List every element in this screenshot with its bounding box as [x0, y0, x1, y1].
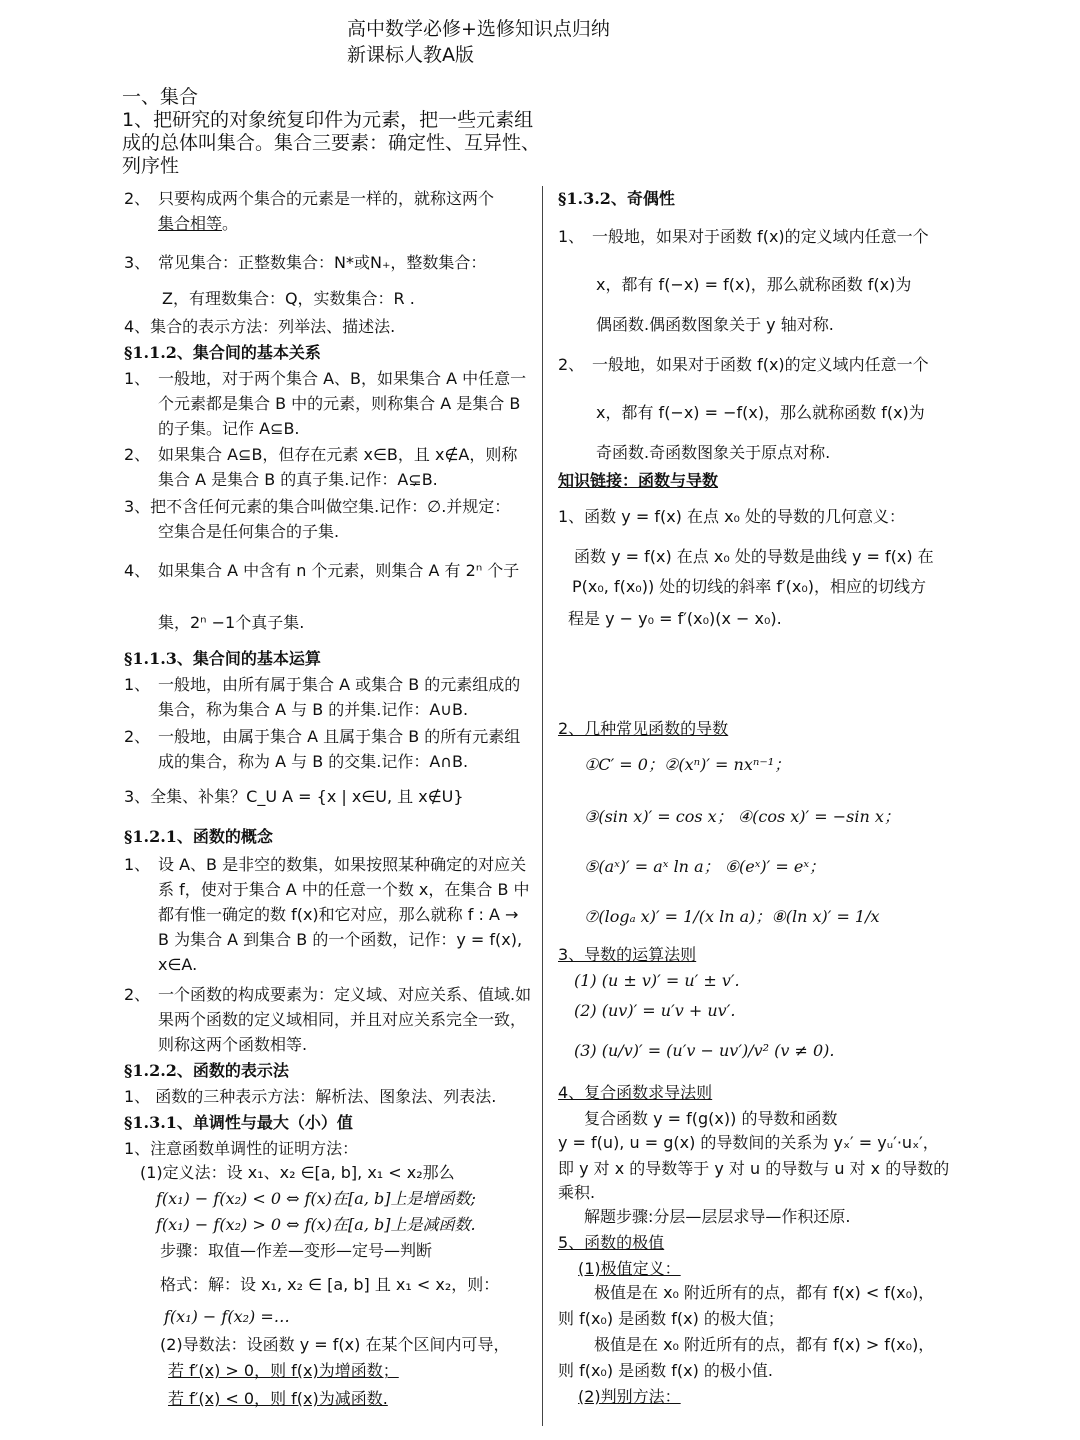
item-text: 乘积. — [558, 1183, 596, 1202]
item-text: 格式：解：设 x₁, x₂ ∈ [a, b] 且 x₁ < x₂，则： — [160, 1275, 500, 1294]
item-number: 1、 — [124, 855, 151, 874]
item-text: 常见集合：正整数集合：N*或N₊，整数集合： — [158, 253, 487, 272]
section-sets — [122, 86, 552, 178]
item-text: 1、函数 y = f(x) 在点 x₀ 处的导数的几何意义： — [558, 507, 906, 526]
item-text: 偶函数.偶函数图象关于 y 轴对称. — [596, 315, 834, 334]
item-text: 解题步骤:分层—层层求导—作积还原. — [584, 1207, 851, 1226]
document-title — [347, 16, 610, 68]
item-number: 3、 — [124, 253, 151, 272]
item-text: 3、全集、补集？C_U A = {x | x∈U, 且 x∉U} — [124, 787, 464, 806]
section-heading: 一、集合 — [122, 86, 199, 108]
item-text: 如果集合 A 中含有 n 个元素，则集合 A 有 2ⁿ 个子 — [158, 561, 520, 580]
item-text: 极值是在 x₀ 附近所有的点，都有 f(x) > f(x₀)， — [594, 1335, 935, 1354]
subsection-heading: §1.1.2、集合间的基本关系 — [124, 343, 321, 362]
formula: ①C′ = 0；②(xⁿ)′ = nxⁿ⁻¹； — [584, 755, 791, 774]
item-text: 步骤：取值—作差—变形—定号—判断 — [160, 1241, 433, 1260]
item-text: 一般地，如果对于函数 f(x)的定义域内任意一个 — [592, 227, 929, 246]
item-text: 3、把不含任何元素的集合叫做空集.记作：∅.并规定： — [124, 497, 511, 516]
formula: f(x₁) − f(x₂) =… — [164, 1307, 290, 1326]
list-item — [558, 224, 968, 249]
item-number: 4、 — [124, 561, 151, 580]
item-text: 3、导数的运算法则 — [558, 945, 697, 964]
item-text: 则 f(x₀) 是函数 f(x) 的极小值. — [558, 1361, 774, 1380]
list-item — [124, 672, 532, 722]
item-number: 1、 — [124, 675, 151, 694]
subsection-heading: §1.2.2、函数的表示法 — [124, 1061, 289, 1080]
subsection-heading: 知识链接：函数与导数 — [558, 471, 719, 490]
list-item — [124, 366, 532, 441]
formula: f(x₁) − f(x₂) > 0 ⇔ f(x)在[a, b]上是减函数. — [156, 1215, 476, 1234]
item-text: 则 f(x₀) 是函数 f(x) 的极大值； — [558, 1309, 784, 1328]
item-text: 只要构成两个集合的元素是一样的，就称这两个 — [158, 189, 495, 208]
item-text: y = f(u), u = g(x) 的导数间的关系为 yₓ′ = yᵤ′·uₓ′， — [558, 1133, 939, 1152]
item-text: 一般地，对于两个集合 A、B，如果集合 A 中任意一个元素都是集合 B 中的元素，则称集合 A 是集合 B 的子集。记作 A⊆B. — [158, 369, 527, 438]
item-text: 一般地，如果对于函数 f(x)的定义域内任意一个 — [592, 355, 929, 374]
item-text: 一般地，由属于集合 A 且属于集合 B 的所有元素组成的集合，称为 A 与 B 的交集.记作：A∩B. — [158, 727, 521, 771]
item-text: 一般地，由所有属于集合 A 或集合 B 的元素组成的集合，称为集合 A 与 B 的并集.记作：A∪B. — [158, 675, 521, 719]
item-number: 2、 — [558, 355, 585, 374]
subsection-heading: §1.3.1、单调性与最大（小）值 — [124, 1113, 353, 1132]
item-text: 若 f′(x) > 0，则 f(x)为增函数； — [168, 1361, 399, 1380]
formula: (2) (uv)′ = u′v + uv′. — [574, 1001, 736, 1020]
item-number: 1、 — [124, 369, 151, 388]
list-item — [124, 558, 532, 583]
formula: (1) (u ± v)′ = u′ ± v′. — [574, 971, 740, 990]
formula: ③(sin x)′ = cos x； ④(cos x)′ = −sin x； — [584, 807, 900, 826]
item-text: x，都有 f(−x) = −f(x)，那么就称函数 f(x)为 — [596, 403, 925, 422]
subsection-heading: §1.2.1、函数的概念 — [124, 827, 273, 846]
item-text: 4、复合函数求导法则 — [558, 1083, 713, 1102]
item-text: (2)判别方法： — [578, 1387, 681, 1406]
item-text: 集，2ⁿ −1个真子集. — [158, 613, 305, 632]
item-text: 若 f′(x) < 0，则 f(x)为减函数. — [168, 1389, 388, 1408]
item-text: (2)导数法：设函数 y = f(x) 在某个区间内可导， — [160, 1335, 510, 1354]
list-item — [124, 186, 532, 236]
item-text: 4、集合的表示方法：列举法、描述法. — [124, 317, 396, 336]
item-text: 极值是在 x₀ 附近所有的点，都有 f(x) < f(x₀)， — [594, 1283, 935, 1302]
item-text: 1、注意函数单调性的证明方法： — [124, 1139, 359, 1158]
list-item — [124, 442, 532, 492]
list-item — [124, 982, 532, 1057]
item-number: 2、 — [124, 727, 151, 746]
item-text: 空集合是任何集合的子集. — [158, 522, 340, 541]
item-number: 1、 — [558, 227, 585, 246]
item-text: 设 A、B 是非空的数集，如果按照某种确定的对应关系 f，使对于集合 A 中的任意一个数 x，在集合 B 中都有惟一确定的数 f(x)和它对应，那么就称 f : A → B 为集合 A 到集合 B 的一个函数，记作：y = f(x), x∈A. — [158, 855, 530, 974]
subsection-heading: §1.1.3、集合间的基本运算 — [124, 649, 321, 668]
formula: (3) (u/v)′ = (u′v − uv′)/v² (v ≠ 0). — [574, 1041, 835, 1060]
item-text: (1)定义法：设 x₁、x₂ ∈[a, b], x₁ < x₂那么 — [140, 1163, 455, 1182]
list-item — [124, 724, 532, 774]
list-item — [124, 250, 532, 275]
item-text: 程是 y − y₀ = f′(x₀)(x − x₀). — [568, 609, 782, 628]
title-line-1: 高中数学必修+选修知识点归纳 — [347, 18, 610, 40]
item-number: 2、 — [124, 445, 151, 464]
list-item — [558, 352, 968, 377]
subsection-heading: §1.3.2、奇偶性 — [558, 189, 675, 208]
formula: ⑦(logₐ x)′ = 1/(x ln a)；⑧(ln x)′ = 1/x — [584, 907, 880, 926]
item-text: 奇函数.奇函数图象关于原点对称. — [596, 443, 831, 462]
item-text: 即 y 对 x 的导数等于 y 对 u 的导数与 u 对 x 的导数的 — [558, 1159, 950, 1178]
item-text: 。 — [222, 214, 239, 233]
item-text: Z，有理数集合：Q，实数集合：R . — [162, 289, 415, 308]
list-item — [124, 852, 532, 977]
item-text: 如果集合 A⊆B，但存在元素 x∈B，且 x∉A，则称集合 A 是集合 B 的真子集.记作：A⊊B. — [158, 445, 518, 489]
item-text: 2、几种常见函数的导数 — [558, 719, 729, 738]
item-text: x，都有 f(−x) = f(x)，那么就称函数 f(x)为 — [596, 275, 912, 294]
item-text: 一个函数的构成要素为：定义域、对应关系、值域.如果两个函数的定义域相同，并且对应关系完全一致，则称这两个函数相等. — [158, 985, 532, 1054]
item-text: 复合函数 y = f(g(x)) 的导数和函数 — [584, 1109, 838, 1128]
formula: ⑤(aˣ)′ = aˣ ln a； ⑥(eˣ)′ = eˣ； — [584, 857, 826, 876]
section-intro: 1、把研究的对象统复印件为元素，把一些元素组成的总体叫集合。集合三要素：确定性、互异性、列序性 — [122, 109, 541, 177]
item-number: 2、 — [124, 189, 151, 208]
item-text: 1、 函数的三种表示方法：解析法、图象法、列表法. — [124, 1087, 497, 1106]
item-text: 5、函数的极值 — [558, 1233, 665, 1252]
formula: f(x₁) − f(x₂) < 0 ⇔ f(x)在[a, b]上是增函数; — [156, 1189, 476, 1208]
item-text: 函数 y = f(x) 在点 x₀ 处的导数是曲线 y = f(x) 在 — [574, 547, 934, 566]
underlined-term: 集合相等 — [158, 214, 223, 233]
title-line-2: 新课标人教A版 — [347, 44, 474, 66]
item-text: P(x₀, f(x₀)) 处的切线的斜率 f′(x₀)，相应的切线方 — [572, 577, 926, 596]
item-text: (1)极值定义： — [578, 1259, 681, 1278]
item-number: 2、 — [124, 985, 151, 1004]
